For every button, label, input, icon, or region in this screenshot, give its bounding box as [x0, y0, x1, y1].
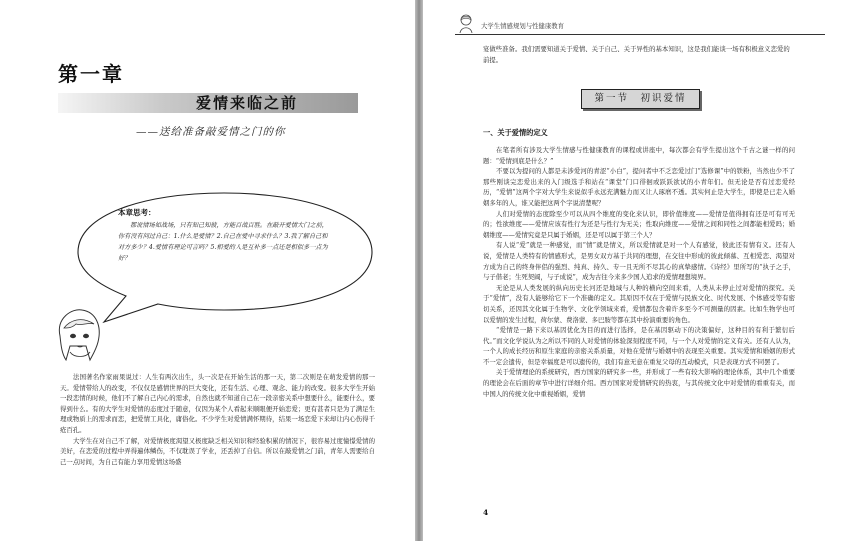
- paragraph: 关于爱情理论的系统研究，西方国家的研究多一些，并形成了一些有较大影响的理论体系，其中几个重要的理论会在后面的章节中进行详细介绍。西方国家对爱情研究的热衷，与其传统文化中对爱情的看重有关，而中国人的传统文化中重视婚姻，爱情: [483, 368, 795, 398]
- left-body-text: [60, 372, 375, 467]
- speech-bubble-shape: [0, 0, 415, 340]
- section-title-box: [581, 89, 700, 109]
- chapter-thinking-box: [118, 207, 330, 264]
- thinking-heading: 本章思考：: [118, 208, 156, 217]
- continued-paragraph: 宴做些准备。我们需要知道关于爱情、关于自己、关于异性的基本知识，这是我们能谈一场有积极意义恋爱的前提。: [483, 45, 790, 64]
- chapter-title: 爱情来临之前: [195, 94, 298, 112]
- paragraph: 人们对爱情的态度除至少可以从四个维度的变化来认识，即价值维度——爱情是值得拥有还是可有可无的；性欲维度——爱情应该有性行为还是与性行为无关；性取向维度——爱情之间和同性之间都能相爱吗；婚姻维度——爱情究竟是只属于婚姻，还是可以属于第三个人？: [483, 209, 795, 239]
- book-gutter: [415, 0, 423, 541]
- running-header: [455, 12, 825, 35]
- paragraph: 在笔者所有涉及大学生情感与性健康教育的课程或讲座中，每次都会有学生提出这个千古之谜一样的问题：“爱情到底是什么？”: [483, 146, 795, 165]
- right-page: [423, 0, 847, 541]
- subsection-heading: 一、关于爱情的定义: [483, 128, 548, 137]
- chapter-subtitle: ——送给准备敲爱情之门的你: [136, 126, 286, 138]
- left-page: [0, 0, 415, 541]
- page-number: 4: [483, 508, 489, 517]
- running-head-title: 大学生情感规划与性健康教育: [481, 22, 565, 30]
- header-figure-icon: [455, 12, 477, 34]
- paragraph: 法国著名作家雨果说过：人生有两次出生，头一次是在开始生活的那一天，第二次则是在萌发爱情的那一天。爱情带给人的改变，不仅仅是感情世界的巨大变化，还有生活、心理、观念、能力的改变。很多大学生开始一段恋情的时候，他们不了解自己内心的需求，自然也就不知道自己在一段亲密关系中想要什么，能要什么，要得到什么。有的大学生对爱情的态度过于随意，仅因为某个人看起来顺眼便开始恋爱；更有甚者只是为了满足生理或物质上的需求而恋，把爱情工具化，庸俗化。不少学生对爱情满怀期待，结果一场恋爱下来却让内心伤得千疮百孔。: [60, 373, 375, 434]
- section-title: 第一节 初识爱情: [594, 93, 687, 104]
- paragraph: “爱情是一路下来以基因优化为目的而进行选择，是在基因驱动下的决策偏好，这种目的有利于繁衍后代。”而文化学说认为之所以不同的人对爱情的体验深刻程度不同，与一个人对爱情的定义有关。还有人认为，一个人的成长经历和原生家庭的亲密关系质量，对他在爱情与婚姻中的表现至关重要。其实爱情和婚姻的形式不一定会遗传，但是幸福度是可以遗传的，我们有意无意在重复父母的互动模式，只是表现方式不同罢了。: [483, 326, 795, 366]
- thinking-questions: 都说情场如战场，只有知己知彼，方能百战百胜。在敲开爱情大门之前，你有没有问过自己：1.什么是爱情？2.自己在爱中寻求什么？3.我了解自己和对方多少？4.爱情有理论可言吗？5.相爱的人是互补多一点还是相似多一点为好？: [118, 222, 328, 262]
- right-body-text: [483, 145, 795, 399]
- paragraph: 不要以为提问的人都是未涉爱河的青涩“小白”，提问者中不乏恋爱过门“选修课”中的铁粉，当然也少不了那些刚谈完恋爱出来的入门级选手和站在“课堂”门口徘徊或跃跃欲试的小青年们。但无论是否有过恋爱经历，“爱情”这两个字对大学生来说似乎永远充满魅力而又让人琢磨不透。其实何止是大学生，即使是已走入婚姻多年的人，谁又能把这两个字说清楚呢？: [483, 167, 795, 207]
- chapter-heading: 第一章: [58, 62, 124, 86]
- paragraph: 大学生在对自己不了解，对爱情极度渴望又极度缺乏相关知识和经验积累的情况下，很容易过度憧憬爱情的美好，在恋爱的过程中弄得遍体鳞伤，不仅耽误了学业，还丢掉了自信。所以在敲爱情之门前，青年人需要给自己一点时间，为自己有能力享用爱情这场盛: [60, 436, 375, 466]
- girl-illustration-icon: [52, 306, 104, 364]
- paragraph: 无论是从人类发展的纵向历史长河还是地域与人种的横向空间来看，人类从未停止过对爱情的探究。关于“爱情”，没有人能够给它下一个准确的定义。其原因不仅在于爱情与民族文化、时代发展、个体感受等有密切关系，还因其文化属于生物学、文化学领域来看，爱情都包含着许多至今不可测量的因素。比如生物学也可以爱情的发生过程，荷尔蒙、费洛蒙、多巴胺等都在其中扮演重要的角色。: [483, 283, 795, 324]
- paragraph: 有人说“爱”就是一种感觉，而“情”就是情义，所以爱情就是对一个人有感觉，彼此还有情有义。还有人说，爱情是人类特有的情感形式，是男女双方基于共同的理想，在交往中形成的彼此倾慕、互相爱恋、渴望对方成为自己的终身伴侣的强烈、纯真、持久、专一且无所不尽其心的真挚感情。《诗经》里所写的“执子之手，与子偕老；生死契阔，与子成说”，成为古往今来多少国人追求的爱情理想境界。: [483, 241, 795, 282]
